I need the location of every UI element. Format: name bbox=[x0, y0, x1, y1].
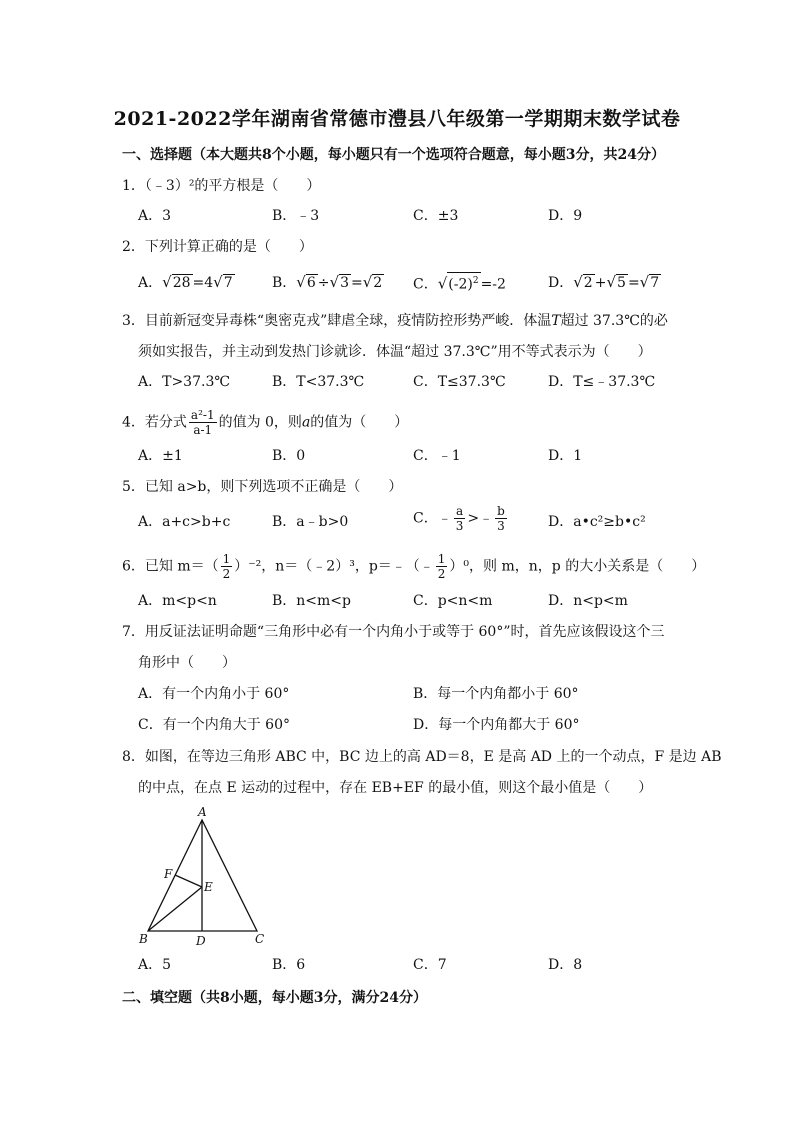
q2-a-mid: =4 bbox=[192, 275, 214, 291]
segment-be bbox=[148, 887, 202, 931]
q4-fraction bbox=[189, 408, 217, 437]
q2-b-eq: = bbox=[351, 275, 363, 291]
q5-c-num-1: a bbox=[454, 504, 466, 519]
q2-option-d: D．√2 +√5 =√7 bbox=[548, 273, 660, 291]
q1-option-a: A．3 bbox=[138, 208, 172, 224]
q5-c-den-2: 3 bbox=[497, 519, 505, 533]
q6-stem-mid: ）⁻²，n＝（﹣2）³，p＝﹣（﹣ bbox=[234, 558, 434, 575]
q2-b-radicand-3: 2 bbox=[373, 275, 383, 291]
q3-stem-part-1: 3．目前新冠变异毒株“奥密克戎”肆虐全球，疫情防控形势严峻．体温 bbox=[122, 313, 552, 329]
q3-stem-part-2: 超过 37.3℃的必 bbox=[560, 313, 668, 329]
label-c: C bbox=[255, 932, 265, 946]
label-e: E bbox=[204, 880, 213, 894]
q6-den-1: 2 bbox=[222, 567, 231, 581]
q5-c-neg-1: ﹣ bbox=[437, 510, 452, 527]
q8-option-c: C．7 bbox=[413, 957, 447, 973]
q1-option-b: B．﹣3 bbox=[272, 208, 320, 224]
q6-den-2: 2 bbox=[437, 567, 446, 581]
question-6-stem bbox=[122, 552, 705, 581]
q6-option-a: A．m<p<n bbox=[138, 593, 217, 609]
q3-option-a: A．T>37.3℃ bbox=[138, 374, 231, 390]
q2-a-radicand-1: 28 bbox=[172, 275, 191, 291]
label-d: D bbox=[196, 934, 206, 948]
question-4-stem bbox=[122, 408, 408, 437]
q5-c-fraction-1 bbox=[454, 504, 466, 533]
q2-d-eq: = bbox=[627, 275, 640, 291]
q6-option-d: D．n<p<m bbox=[548, 593, 628, 609]
label-b: B bbox=[139, 932, 148, 946]
q2-option-c: C．$√(-2)^2 =-2$ bbox=[413, 272, 506, 295]
equilateral-triangle-figure bbox=[135, 805, 285, 950]
q7-option-d: D．每一个内角都大于 60° bbox=[413, 717, 580, 733]
q2-c-exponent: 2 bbox=[472, 276, 479, 286]
page-title: 2021-2022学年湖南省常德市澧县八年级第一学期期末数学试卷 bbox=[113, 108, 681, 130]
q6-num-1: 1 bbox=[222, 552, 231, 566]
q5-c-den-1: 3 bbox=[455, 519, 464, 533]
q6-stem-post: ）⁰，则 m，n，p 的大小关系是（ ） bbox=[449, 558, 706, 575]
q3-variable-t: T bbox=[551, 313, 561, 329]
question-1-stem: 1．（﹣3）²的平方根是（ ） bbox=[122, 178, 321, 194]
question-5-stem: 5．已知 a>b，则下列选项不正确是（ ） bbox=[122, 479, 403, 495]
q5-c-num-2: b bbox=[497, 504, 505, 518]
q6-option-c: C．p<n<m bbox=[413, 593, 493, 609]
question-2-stem: 2．下列计算正确的是（ ） bbox=[122, 239, 313, 255]
q5-option-c: C．﹣ $\frac{a}{3}$ >﹣ $\frac{b}{3}$ bbox=[413, 504, 505, 533]
q2-b-op: ÷ bbox=[317, 275, 330, 291]
section-2-heading: 二、填空题（共8小题，每小题3分，满分24分） bbox=[122, 990, 427, 1006]
q7-option-a: A．有一个内角小于 60° bbox=[138, 686, 290, 702]
q1-option-d: D．9 bbox=[548, 208, 583, 224]
q4-stem-pre: 4．若分式 bbox=[122, 414, 187, 431]
q2-b-radicand-2: 3 bbox=[340, 275, 349, 291]
q4-option-a: A．±1 bbox=[138, 448, 183, 464]
q5-option-d: D．a•c²≥b•c² bbox=[548, 514, 646, 530]
q8-option-b: B．6 bbox=[272, 957, 306, 973]
q2-c-label: C． bbox=[413, 276, 438, 293]
q2-b-label: B． bbox=[272, 275, 297, 291]
q2-c-eq: =-2 bbox=[480, 276, 506, 293]
label-a: A bbox=[198, 805, 207, 819]
q4-stem-post-1: 的值为 0，则 bbox=[218, 414, 302, 431]
q3-option-d: D．T≤﹣37.3℃ bbox=[548, 374, 656, 390]
q4-numerator: a²-1 bbox=[190, 408, 215, 422]
q2-d-radicand-2: 5 bbox=[617, 275, 626, 291]
q4-variable-a: a bbox=[301, 414, 311, 431]
q2-b-radicand-1: 6 bbox=[306, 275, 316, 291]
q5-c-fraction-2 bbox=[495, 504, 507, 533]
q2-d-radicand-1: 2 bbox=[583, 275, 593, 291]
q2-c-radicand bbox=[447, 272, 480, 293]
q6-stem-pre: 6．已知 m＝（ bbox=[122, 558, 219, 575]
question-3-stem-line-2: 须如实报告，并主动到发热门诊就诊．体温“超过 37.3℃”用不等式表示为（ ） bbox=[138, 344, 652, 360]
q6-option-b: B．n<m<p bbox=[272, 593, 352, 609]
q6-fraction-2 bbox=[436, 552, 448, 581]
question-8-stem-line-1: 8．如图，在等边三角形 ABC 中，BC 边上的高 AD＝8，E 是高 AD 上的一个动点，F 是边 AB bbox=[122, 749, 722, 765]
q5-option-b: B．a﹣b>0 bbox=[272, 514, 349, 530]
q5-c-gt: > bbox=[467, 510, 480, 527]
q4-option-b: B．0 bbox=[272, 448, 306, 464]
q2-d-radicand-3: 7 bbox=[650, 275, 660, 291]
q4-option-c: C．﹣1 bbox=[413, 448, 461, 464]
q3-option-c: C．T≤37.3℃ bbox=[413, 374, 506, 390]
q4-denominator: a-1 bbox=[193, 423, 213, 437]
section-1-heading: 一、选择题（本大题共8个小题，每小题只有一个选项符合题意，每小题3分，共24分） bbox=[122, 147, 665, 163]
q2-d-label: D． bbox=[548, 275, 574, 291]
q7-option-c: C．有一个内角大于 60° bbox=[138, 717, 290, 733]
q5-c-label: C． bbox=[413, 510, 438, 527]
q4-stem-post-2: 的值为（ ） bbox=[310, 414, 409, 431]
q6-fraction-1 bbox=[221, 552, 233, 581]
q2-c-base: (-2) bbox=[448, 276, 473, 293]
q7-option-b: B．每一个内角都小于 60° bbox=[413, 686, 579, 702]
q6-num-2: 1 bbox=[437, 552, 446, 566]
question-8-stem-line-2: 的中点，在点 E 运动的过程中，存在 EB+EF 的最小值，则这个最小值是（ ） bbox=[138, 780, 653, 796]
q2-option-a: A．√28 =4√7 bbox=[138, 273, 233, 291]
q8-option-d: D．8 bbox=[548, 957, 583, 973]
q5-option-a: A．a+c>b+c bbox=[138, 514, 231, 530]
q2-a-label: A． bbox=[138, 275, 163, 291]
q4-option-d: D．1 bbox=[548, 448, 583, 464]
question-7-stem-line-1: 7．用反证法证明命题“三角形中必有一个内角小于或等于 60°”时，首先应该假设这个三 bbox=[122, 624, 665, 640]
segment-fe bbox=[175, 875, 202, 887]
q1-option-c: C．±3 bbox=[413, 208, 459, 224]
q2-option-b: B．√6 ÷√3 =√2 bbox=[272, 273, 383, 291]
question-3-stem-line-1 bbox=[122, 311, 668, 331]
q8-option-a: A．5 bbox=[138, 957, 172, 973]
q2-d-op: + bbox=[594, 275, 607, 291]
label-f: F bbox=[164, 867, 173, 881]
q3-option-b: B．T<37.3℃ bbox=[272, 374, 365, 390]
question-7-stem-line-2: 角形中（ ） bbox=[138, 655, 236, 671]
q2-a-radicand-2: 7 bbox=[223, 275, 233, 291]
